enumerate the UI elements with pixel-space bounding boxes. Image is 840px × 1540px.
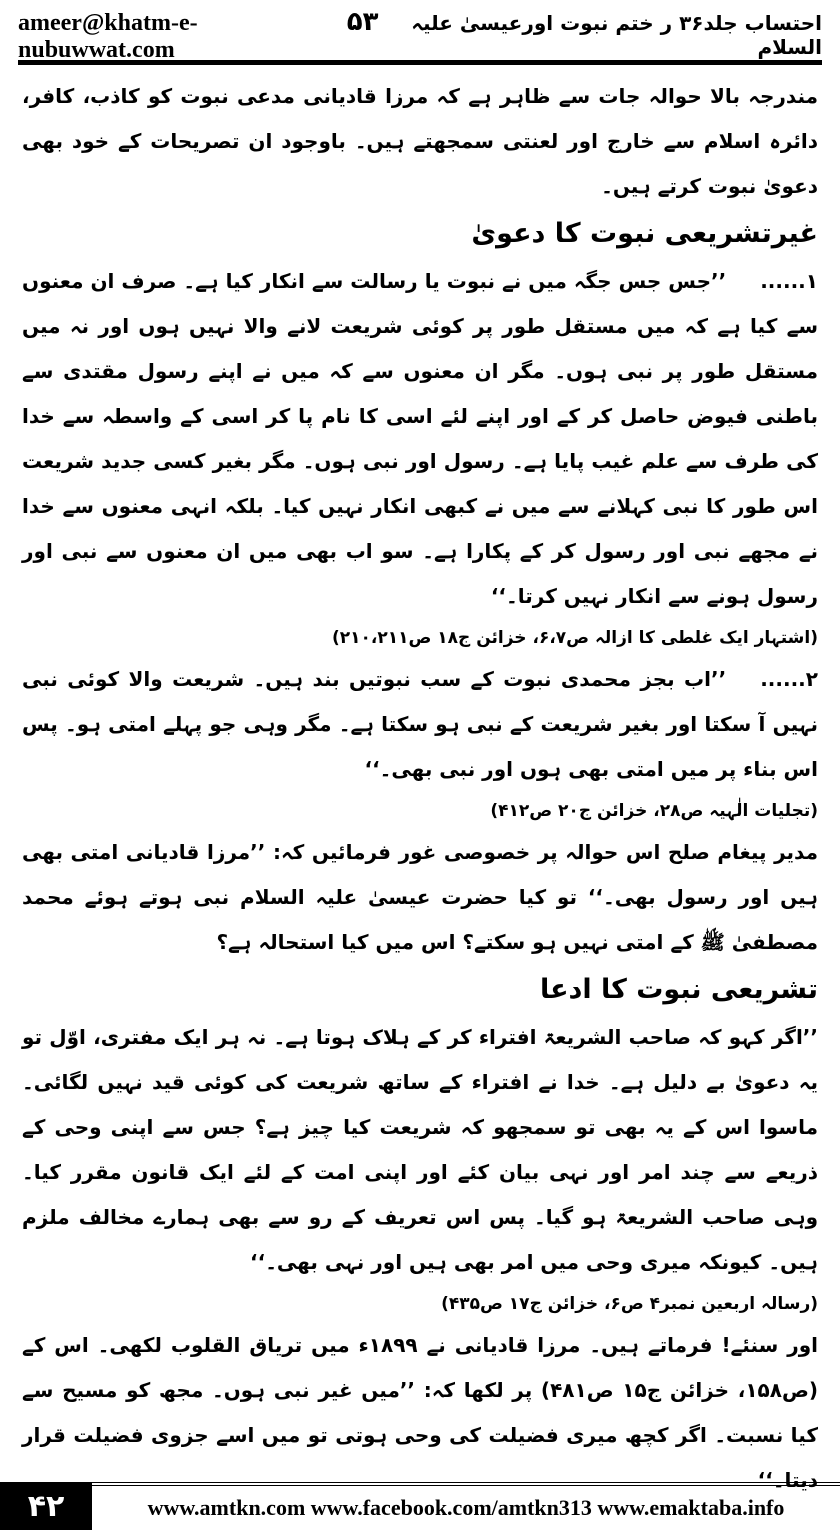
page-header xyxy=(18,6,822,65)
quote-item-2 xyxy=(22,657,818,792)
header-page-number: ۵۳ xyxy=(346,6,379,37)
item-2-number: ۲...... xyxy=(760,667,818,691)
item-1-text: ’’جس جس جگہ میں نے نبوت یا رسالت سے انکار کیا ہے۔ صرف ان معنوں سے کیا ہے کہ میں مستقل طور پر کوئی شریعت لانے والا نہیں ہوں اور نہ میں مستقل طور پر نبی ہوں۔ مگر ان معنوں سے کہ میں نے اپنے رسول مقتدی سے باطنی فیوض حاصل کر کے اور اپنے لئے اسی کا نام پا کر اسی کے واسطہ سے خدا کی طرف سے علم غیب پایا ہے۔ رسول اور نبی ہوں۔ مگر بغیر کسی جدید شریعت اس طور کا نبی کہلانے سے میں نے کبھی انکار نہیں کیا۔ بلکہ انہی معنوں سے خدا نے مجھے نبی اور رسول کر کے پکارا ہے۔ سو اب بھی میں ان معنوں سے نبی اور رسول ہونے سے انکار نہیں کرتا۔‘‘ xyxy=(22,269,818,608)
reference-2: (تجلیات الٰہیہ ص۲۸، خزائن ج۲۰ ص۴۱۲) xyxy=(490,801,818,821)
intro-paragraph: مندرجہ بالا حوالہ جات سے ظاہر ہے کہ مرزا قادیانی مدعی نبوت کو کاذب، کافر، دائرہ اسلام سے خارج اور لعنتی سمجھتے ہیں۔ باوجود ان تصریحات کے خود بھی دعویٰ نبوت کرتے ہیں۔ xyxy=(22,84,818,198)
footer-links: www.amtkn.com www.facebook.com/amtkn313 www.emaktaba.info xyxy=(92,1482,840,1530)
header-left xyxy=(18,7,379,64)
reference-3: (رسالہ اربعین نمبر۴ ص۶، خزائن ج۱۷ ص۴۳۵) xyxy=(441,1294,818,1314)
editor-note: مدیر پیغام صلح اس حوالہ پر خصوصی غور فرمائیں کہ: ’’مرزا قادیانی امتی بھی ہیں اور رسول بھی۔‘‘ تو کیا حضرت عیسیٰ علیہ السلام نبی ہوتے ہوئے محمد مصطفیٰ ﷺ کے امتی نہیں ہو سکتے؟ اس میں کیا استحالہ ہے؟ xyxy=(22,840,818,954)
closing-paragraph: اور سنئے! فرماتے ہیں۔ مرزا قادیانی نے ۱۸۹۹ء میں تریاق القلوب لکھی۔ اس کے (ص۱۵۸، خزائن ج۱۵ ص۴۸۱) پر لکھا کہ: ’’میں غیر نبی ہوں۔ مجھ کو مسیح سے کیا نسبت۔ اگر کچھ میری فضیلت کی وحی ہوتی تو میں اسے جزوی فضیلت قرار دیتا۔‘‘ xyxy=(22,1333,818,1492)
item-2-text: ’’اب بجز محمدی نبوت کے سب نبوتیں بند ہیں۔ شریعت والا کوئی نبی نہیں آ سکتا اور بغیر شریعت کے نبی ہو سکتا ہے۔ مگر وہی جو پہلے امتی ہو۔ پس اس بناء پر میں امتی بھی ہوں اور نبی بھی۔‘‘ xyxy=(22,667,818,781)
header-book-title: احتساب جلد۳۶ ر ختم نبوت اورعیسیٰ علیہ السلام xyxy=(411,11,822,59)
item-1-number: ۱...... xyxy=(760,269,818,293)
page-body xyxy=(22,74,818,1492)
header-email: ameer@khatm-e-nubuwwat.com xyxy=(18,9,198,63)
footer-page-label: ۴۲ xyxy=(0,1482,92,1530)
reference-1: (اشتہار ایک غلطی کا ازالہ ص۶،۷، خزائن ج۱۸ ص۲۱۰،۲۱۱) xyxy=(331,628,818,648)
page-footer xyxy=(0,1482,840,1530)
heading-legislative-prophethood: تشریعی نبوت کا ادعا xyxy=(539,974,818,1005)
heading-non-legislative-prophethood: غیرتشریعی نبوت کا دعویٰ xyxy=(471,218,818,249)
quote-item-1 xyxy=(22,259,818,619)
quote-3: ’’اگر کہو کہ صاحب الشریعۃ افتراء کر کے ہلاک ہوتا ہے۔ نہ ہر ایک مفتری، اوّل تو یہ دعویٰ بے دلیل ہے۔ خدا نے افتراء کے ساتھ شریعت کی کوئی قید نہیں لگائی۔ ماسوا اس کے یہ بھی تو سمجھو کہ شریعت کیا چیز ہے؟ جس سے اپنی وحی کے ذریعے سے چند امر اور نہی بیان کئے اور اپنی امت کے لئے ایک قانون مقرر کیا۔ وہی صاحب الشریعۃ ہو گیا۔ پس اس تعریف کے رو سے بھی ہمارے مخالف ملزم ہیں۔ کیونکہ میری وحی میں امر بھی ہیں اور نہی بھی۔‘‘ xyxy=(22,1025,818,1274)
